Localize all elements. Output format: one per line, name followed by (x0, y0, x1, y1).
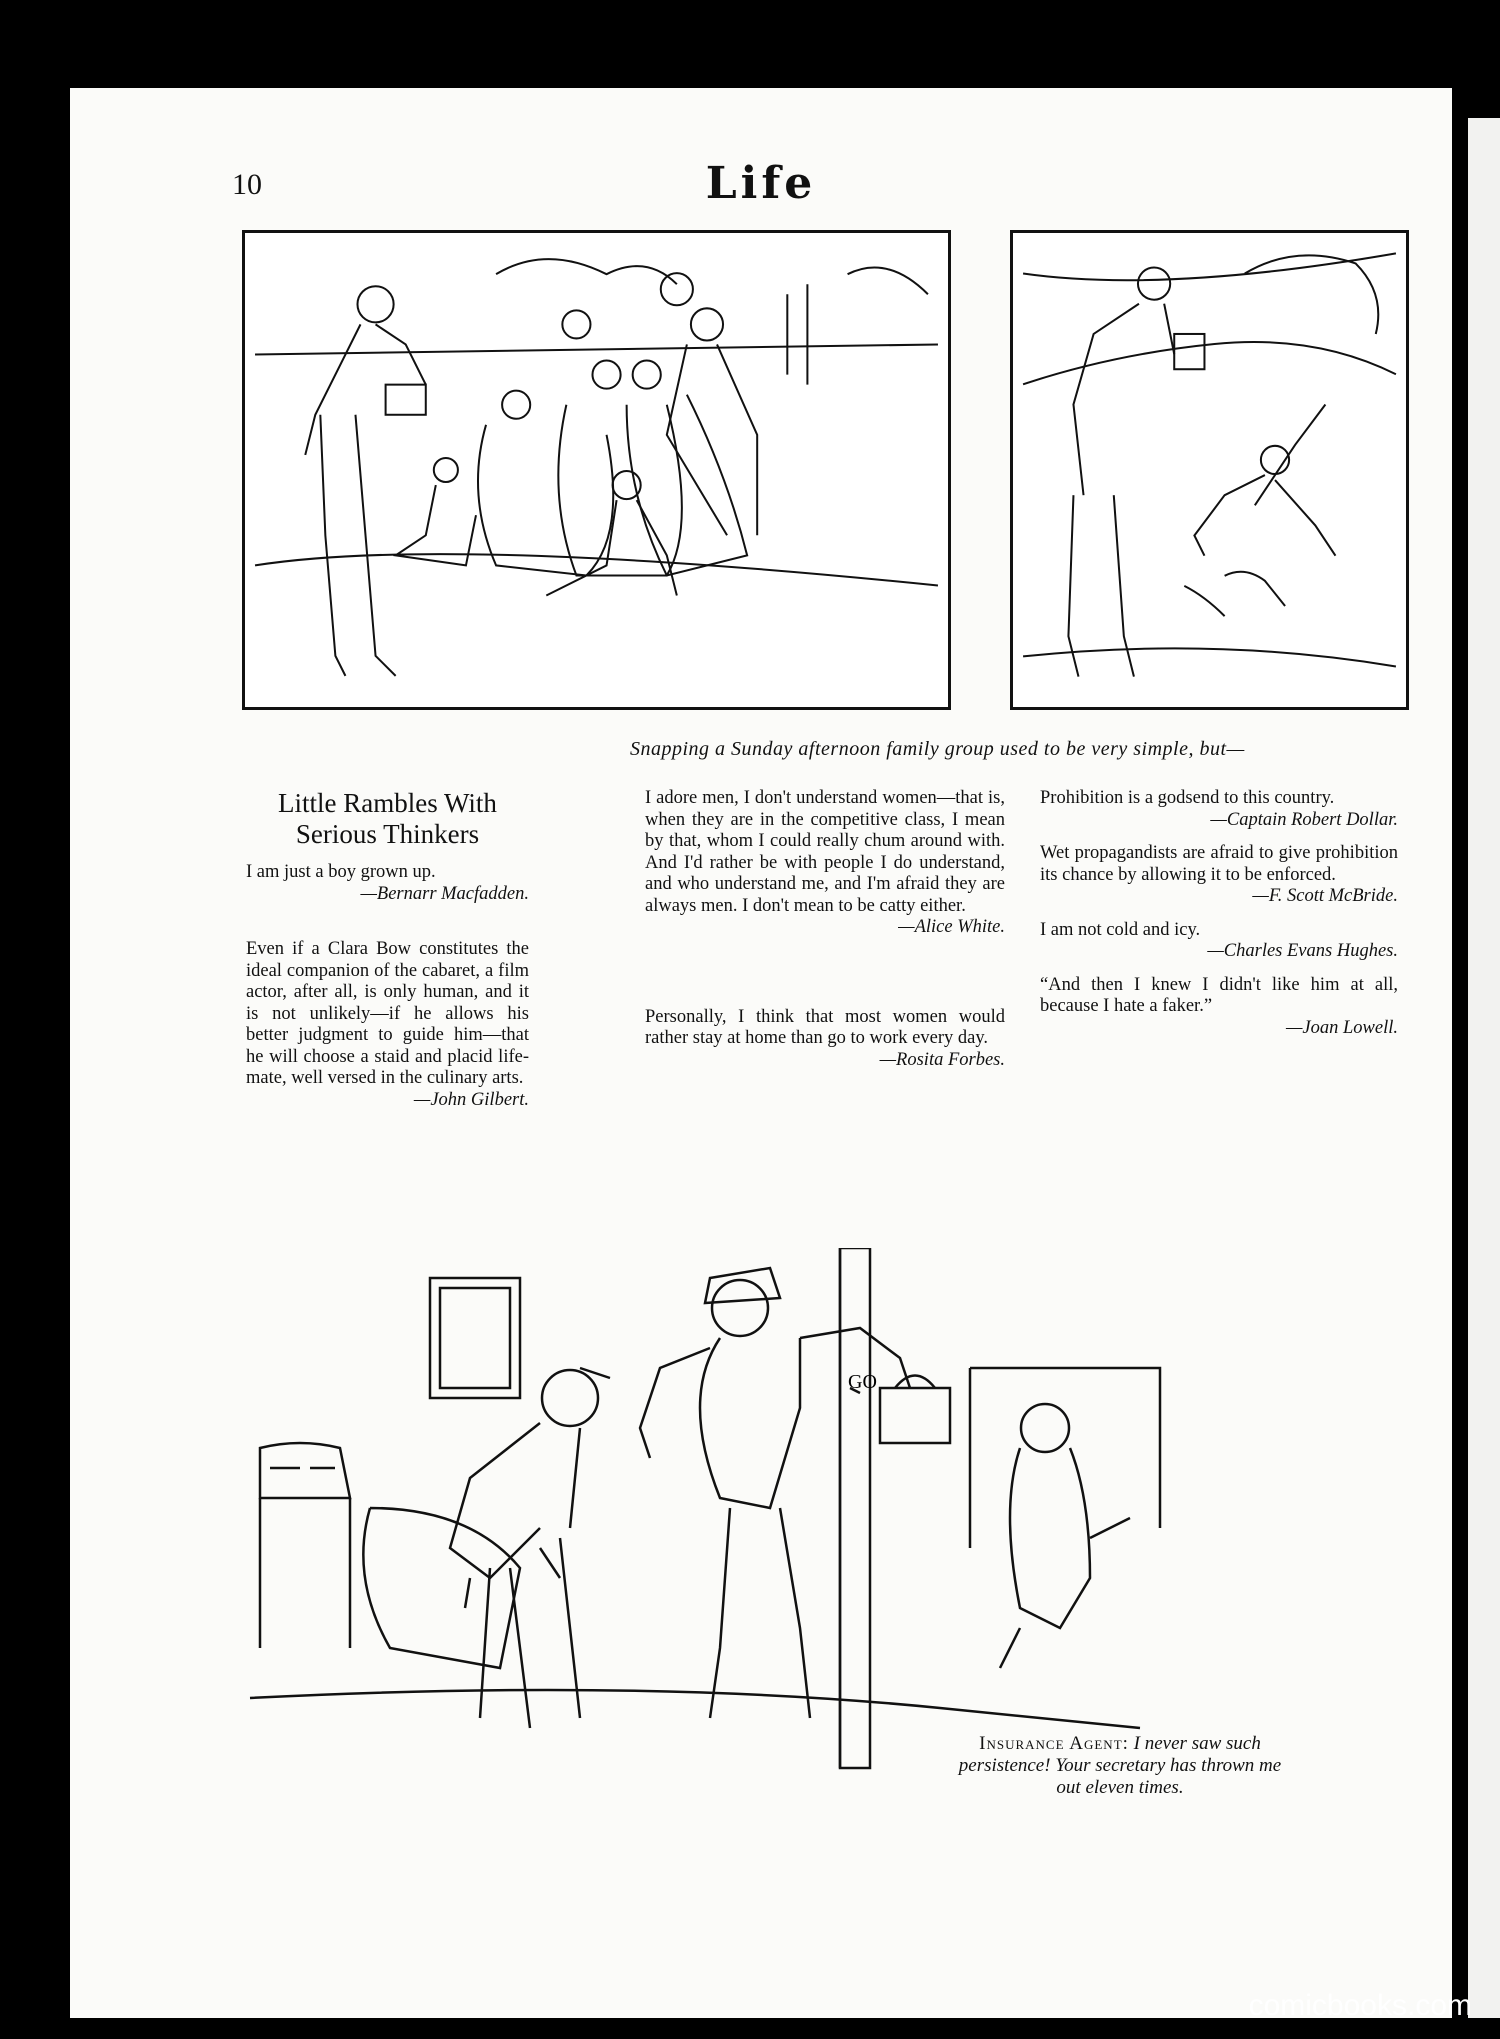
quote-attribution: —F. Scott McBride. (1252, 886, 1398, 906)
quote-attribution: —Joan Lowell. (1285, 1017, 1398, 1038)
facing-page-edge (1468, 118, 1500, 2018)
article-title: Little Rambles With Serious Thinkers (278, 788, 497, 849)
article-column-3 (1040, 788, 1398, 1039)
quote-attribution: —Bernarr Macfadden. (360, 883, 529, 904)
insurance-agent-cartoon (240, 1248, 1340, 1788)
page-content (70, 88, 1452, 2018)
quote-attribution: —Alice White. (898, 917, 1005, 937)
quote-text: I am not cold and icy. (1040, 919, 1201, 940)
caption-speaker: Insurance Agent: (979, 1733, 1129, 1754)
site-watermark: comicbooks.com (1248, 1989, 1472, 2022)
family-group-drawing (245, 233, 948, 707)
quote-text: “And then I knew I didn't like him at all, because I hate a faker.” (1040, 974, 1398, 1016)
family-group-illustration (242, 230, 951, 710)
quote-text: Prohibition is a godsend to this country. (1040, 788, 1335, 808)
running-boy-drawing (1013, 233, 1406, 707)
quote-text: Personally, I think that most women would rather stay at home than go to work every day. (645, 1006, 1005, 1048)
quote-text: I am just a boy grown up. (246, 862, 436, 882)
top-illustration-caption: Snapping a Sunday afternoon family group used to be very simple, but— (630, 738, 1245, 760)
caption-quote: I never saw such persistence! Your secretary has thrown me out eleven times. (958, 1733, 1282, 1798)
running-boy-illustration (1010, 230, 1409, 710)
page-number: 10 (232, 168, 262, 201)
door-sign: GO (848, 1371, 877, 1393)
article-column-1 (246, 788, 529, 1111)
insurance-agent-drawing (240, 1248, 1340, 1788)
quote-attribution: —Captain Robert Dollar. (1210, 809, 1398, 830)
quote-attribution: —Charles Evans Hughes. (1207, 941, 1398, 961)
bottom-cartoon-caption (955, 1733, 1285, 1799)
quote-attribution: —Rosita Forbes. (879, 1049, 1005, 1070)
masthead-logo: Life (705, 158, 817, 209)
quote-text: Even if a Clara Bow constitutes the ideal companion of the cabaret, a film actor, after all, is only human, and it is not unlikely—if he allows his better judgment to guide him—that he will choose a staid and placid life-mate, well versed in the culinary arts. (246, 939, 529, 1088)
quote-text: I adore men, I don't understand women—that is, when they are in the competitive class, I mean by that, whom I could really chum around with. And I'd rather be with people I do understand, and who understand me, and I'm afraid they are always men. I don't mean to be catty either. (645, 788, 1005, 916)
quote-attribution: —John Gilbert. (413, 1089, 529, 1110)
article-column-2 (645, 788, 1005, 1071)
quote-text: Wet propagandists are afraid to give prohibition its chance by allowing it to be enforced. (1040, 843, 1398, 885)
